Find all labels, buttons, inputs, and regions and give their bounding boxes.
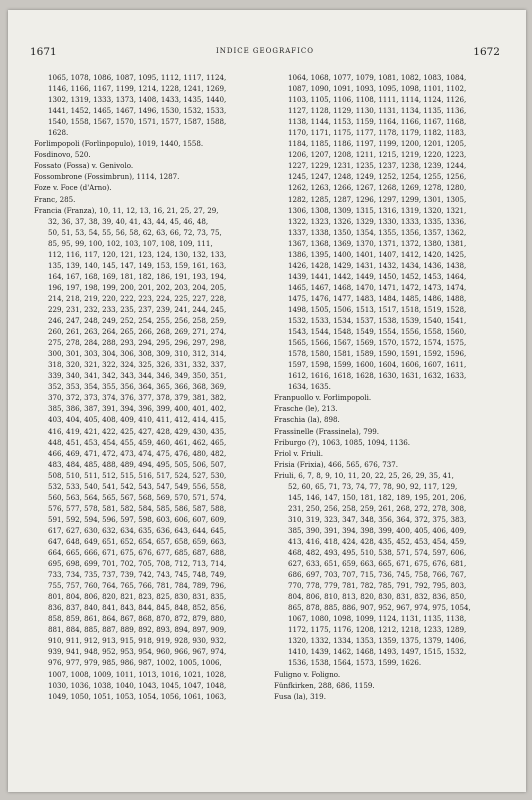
index-entry: Francia (Franza), 10, 11, 12, 13, 16, 21, 25, 27, 29, — [34, 205, 219, 215]
index-entry-continuation: 858, 859, 861, 864, 867, 868, 870, 872, 879, 880, — [48, 614, 227, 624]
page-number-right: 1672 — [473, 46, 500, 58]
index-entry-continuation: 1262, 1263, 1266, 1267, 1268, 1269, 1278, 1280, — [288, 183, 467, 193]
index-entry-continuation: 733, 734, 735, 737, 739, 742, 743, 745, 748, 749, — [48, 570, 227, 580]
index-entry-continuation: 112, 116, 117, 120, 121, 123, 124, 130, 132, 133, — [48, 249, 227, 259]
index-entry: Frasche (le), 213. — [274, 404, 338, 414]
index-entry-continuation: 275, 278, 284, 288, 293, 294, 295, 296, 297, 298, — [48, 338, 227, 348]
index-entry: Frisia (Frixia), 466, 565, 676, 737. — [274, 459, 399, 469]
index-entry-continuation: 231, 250, 256, 258, 259, 261, 268, 272, 278, 308, — [288, 503, 467, 513]
index-entry-continuation: 260, 261, 263, 264, 265, 266, 268, 269, 271, 274, — [48, 327, 227, 337]
index-entry: Foze v. Foce (d'Arno). — [34, 183, 112, 193]
index-entry-continuation: 1426, 1428, 1429, 1431, 1432, 1434, 1436, 1438, — [288, 260, 467, 270]
index-entry: Friburgo (?), 1063, 1085, 1094, 1136. — [274, 437, 410, 447]
index-entry-continuation: 1138, 1144, 1153, 1159, 1164, 1166, 1167, 1168, — [288, 117, 467, 127]
index-entry-continuation: 339, 340, 341, 342, 343, 344, 346, 349, 350, 351, — [48, 371, 227, 381]
index-entry-continuation: 617, 627, 630, 632, 634, 635, 636, 643, 644, 645, — [48, 525, 227, 535]
index-entry-continuation: 976, 977, 979, 985, 986, 987, 1002, 1005, 1006, — [48, 658, 222, 668]
index-entry-continuation: 647, 648, 649, 651, 652, 654, 657, 658, 659, 663, — [48, 536, 227, 546]
index-entry-continuation: 755, 757, 760, 764, 765, 766, 781, 784, 789, 796, — [48, 581, 227, 591]
index-entry-continuation: 352, 353, 354, 355, 356, 364, 365, 366, 368, 369, — [48, 382, 227, 392]
index-entry-continuation: 1536, 1538, 1564, 1573, 1599, 1626. — [288, 658, 422, 668]
index-entry-continuation: 164, 167, 168, 169, 181, 182, 186, 191, 193, 194, — [48, 271, 227, 281]
index-entry-continuation: 801, 804, 806, 820, 821, 823, 825, 830, 831, 835, — [48, 592, 227, 602]
index-column-right — [274, 72, 506, 702]
index-entry-continuation: 135, 139, 140, 145, 147, 149, 153, 159, 161, 163, — [48, 260, 227, 270]
index-entry-continuation: 385, 386, 387, 391, 394, 396, 399, 400, 401, 402, — [48, 404, 227, 414]
index-entry-continuation: 1322, 1323, 1326, 1329, 1330, 1333, 1335, 1336, — [288, 216, 467, 226]
index-column-left — [34, 72, 260, 702]
index-entry-continuation: 1465, 1467, 1468, 1470, 1471, 1472, 1473, 1474, — [288, 282, 467, 292]
index-entry-continuation: 468, 482, 493, 495, 510, 538, 571, 574, 597, 606, — [288, 548, 467, 558]
index-entry-continuation: 664, 665, 666, 671, 675, 676, 677, 685, 687, 688, — [48, 548, 227, 558]
index-entry-continuation: 1578, 1580, 1581, 1589, 1590, 1591, 1592, 1596, — [288, 349, 467, 359]
index-entry-continuation: 1227, 1229, 1231, 1235, 1237, 1238, 1239, 1244, — [288, 161, 467, 171]
index-entry-continuation: 310, 319, 323, 347, 348, 356, 364, 372, 375, 383, — [288, 514, 467, 524]
index-entry-continuation: 385, 390, 391, 394, 398, 399, 400, 405, 406, 409, — [288, 525, 467, 535]
index-entry-continuation: 1441, 1452, 1465, 1467, 1496, 1530, 1532, 1533, — [48, 106, 227, 116]
index-entry-continuation: 1439, 1441, 1442, 1449, 1450, 1452, 1453, 1464, — [288, 271, 467, 281]
index-entry-continuation: 508, 510, 511, 512, 515, 516, 517, 524, 527, 530, — [48, 470, 227, 480]
page-header — [30, 46, 500, 62]
index-entry-continuation: 939, 941, 948, 952, 953, 954, 960, 966, 967, 974, — [48, 647, 227, 657]
index-entry-continuation: 403, 404, 405, 408, 409, 410, 411, 412, 414, 415, — [48, 415, 227, 425]
index-entry-continuation: 1302, 1319, 1333, 1373, 1408, 1433, 1435, 1440, — [48, 95, 227, 105]
index-entry-continuation: 1386, 1395, 1400, 1401, 1407, 1412, 1420, 1425, — [288, 249, 467, 259]
index-entry-continuation: 1103, 1105, 1106, 1108, 1111, 1114, 1124, 1126, — [288, 95, 467, 105]
index-entry: Fraschia (la), 898. — [274, 415, 340, 425]
index-entry-continuation: 32, 36, 37, 38, 39, 40, 41, 43, 44, 45, 46, 48, — [48, 216, 209, 226]
index-entry-continuation: 1282, 1285, 1287, 1296, 1297, 1299, 1301, 1305, — [288, 194, 467, 204]
index-entry-continuation: 1306, 1308, 1309, 1315, 1316, 1319, 1320, 1321, — [288, 205, 467, 215]
index-entry-continuation: 1628. — [48, 128, 69, 138]
index-entry-continuation: 1007, 1008, 1009, 1011, 1013, 1016, 1021, 1028, — [48, 669, 227, 679]
index-entry-continuation: 466, 469, 471, 472, 473, 474, 475, 476, 480, 482, — [48, 448, 227, 458]
index-entry-continuation: 804, 806, 810, 813, 820, 830, 831, 832, 836, 850, — [288, 592, 467, 602]
index-entry: Fusa (la), 319. — [274, 691, 326, 701]
index-entry-continuation: 214, 218, 219, 220, 222, 223, 224, 225, 227, 228, — [48, 293, 227, 303]
index-entry-continuation: 627, 633, 651, 659, 663, 665, 671, 675, 676, 681, — [288, 559, 467, 569]
index-entry-continuation: 246, 247, 248, 249, 252, 254, 255, 256, 258, 259, — [48, 316, 227, 326]
index-entry: Franc, 285. — [34, 194, 76, 204]
index-entry-continuation: 483, 484, 485, 488, 489, 494, 495, 505, 506, 507, — [48, 459, 227, 469]
index-entry-continuation: 85, 95, 99, 100, 102, 103, 107, 108, 109, 111, — [48, 238, 213, 248]
index-entry: Fünfkirken, 288, 686, 1159. — [274, 680, 375, 690]
index-entry-continuation: 1532, 1533, 1534, 1537, 1538, 1539, 1540, 1541, — [288, 316, 467, 326]
index-entry-continuation: 1172, 1175, 1176, 1208, 1212, 1218, 1233, 1289, — [288, 625, 467, 635]
index-entry-continuation: 1597, 1598, 1599, 1600, 1604, 1606, 1607, 1611, — [288, 360, 467, 370]
index-entry-continuation: 1498, 1505, 1506, 1513, 1517, 1518, 1519, 1528, — [288, 304, 467, 314]
index-entry-continuation: 1475, 1476, 1477, 1483, 1484, 1485, 1486, 1488, — [288, 293, 467, 303]
index-entry-continuation: 1206, 1207, 1208, 1211, 1215, 1219, 1220, 1223, — [288, 150, 467, 160]
index-entry-continuation: 1127, 1128, 1129, 1130, 1131, 1134, 1135, 1136, — [288, 106, 467, 116]
index-entry-continuation: 318, 320, 321, 322, 324, 325, 326, 331, 332, 337, — [48, 360, 227, 370]
index-entry-continuation: 1146, 1166, 1167, 1199, 1214, 1228, 1241, 1269, — [48, 84, 227, 94]
index-entry-continuation: 1067, 1080, 1098, 1099, 1124, 1131, 1135, 1138, — [288, 614, 467, 624]
index-entry: Frassinelle (Frassinela), 799. — [274, 426, 380, 436]
index-entry-continuation: 50, 51, 53, 54, 55, 56, 58, 62, 63, 66, 72, 73, 75, — [48, 227, 222, 237]
index-entry-continuation: 591, 592, 594, 596, 597, 598, 603, 606, 607, 609, — [48, 514, 227, 524]
index-entry-continuation: 1337, 1338, 1350, 1354, 1355, 1356, 1357, 1362, — [288, 227, 467, 237]
index-entry-continuation: 910, 911, 912, 913, 915, 918, 919, 928, 930, 932, — [48, 636, 227, 646]
index-entry: Franpuollo v. Forlimpopoli. — [274, 393, 372, 403]
index-entry-continuation: 1065, 1078, 1086, 1087, 1095, 1112, 1117, 1124, — [48, 73, 227, 82]
index-entry-continuation: 1410, 1439, 1462, 1468, 1493, 1497, 1515, 1532, — [288, 647, 467, 657]
index-entry-continuation: 1049, 1050, 1051, 1053, 1054, 1056, 1061, 1063, — [48, 691, 227, 701]
index-entry: Friuli, 6, 7, 8, 9, 10, 11, 20, 22, 25, 26, 29, 35, 41, — [274, 470, 454, 480]
running-title: INDICE GEOGRAFICO — [215, 47, 315, 55]
index-entry-continuation: 686, 697, 703, 707, 715, 736, 745, 758, 766, 767, — [288, 570, 467, 580]
index-entry-continuation: 1320, 1332, 1334, 1353, 1359, 1375, 1379, 1406, — [288, 636, 467, 646]
index-entry-continuation: 532, 533, 540, 541, 542, 543, 547, 549, 556, 558, — [48, 481, 227, 491]
index-entry: Fossombrone (Fossimbrun), 1114, 1287. — [34, 172, 180, 182]
page-number-left: 1671 — [30, 46, 57, 58]
index-entry-continuation: 1030, 1036, 1038, 1040, 1043, 1045, 1047, 1048, — [48, 680, 227, 690]
index-entry-continuation: 695, 698, 699, 701, 702, 705, 708, 712, 713, 714, — [48, 559, 227, 569]
index-entry: Fosdinovo, 520. — [34, 150, 91, 160]
index-entry-continuation: 881, 884, 885, 887, 889, 892, 893, 894, 897, 909, — [48, 625, 227, 635]
index-entry-continuation: 196, 197, 198, 199, 200, 201, 202, 203, 204, 205, — [48, 282, 227, 292]
index-entry-continuation: 52, 60, 65, 71, 73, 74, 77, 78, 90, 92, 117, 129, — [288, 481, 458, 491]
index-entry: Friol v. Friuli. — [274, 448, 323, 458]
index-entry-continuation: 865, 878, 885, 886, 907, 952, 967, 974, 975, 1054, — [288, 603, 471, 613]
index-entry-continuation: 576, 577, 578, 581, 582, 584, 585, 586, 587, 588, — [48, 503, 227, 513]
index-entry: Fossato (Fossa) v. Genivolo. — [34, 161, 134, 171]
index-entry-continuation: 1087, 1090, 1091, 1093, 1095, 1098, 1101, 1102, — [288, 84, 467, 94]
index-entry-continuation: 1170, 1171, 1175, 1177, 1178, 1179, 1182, 1183, — [288, 128, 467, 138]
index-entry-continuation: 1540, 1558, 1567, 1570, 1571, 1577, 1587, 1588, — [48, 117, 227, 127]
index-entry-continuation: 1612, 1616, 1618, 1628, 1630, 1631, 1632, 1633, — [288, 371, 467, 381]
index-entry-continuation: 416, 419, 421, 422, 425, 427, 428, 429, 430, 435, — [48, 426, 227, 436]
index-entry-continuation: 413, 416, 418, 424, 428, 435, 452, 453, 454, 459, — [288, 536, 467, 546]
index-entry-continuation: 370, 372, 373, 374, 376, 377, 378, 379, 381, 382, — [48, 393, 227, 403]
index-entry-continuation: 145, 146, 147, 150, 181, 182, 189, 195, 201, 206, — [288, 492, 467, 502]
index-entry-continuation: 1064, 1068, 1077, 1079, 1081, 1082, 1083, 1084, — [288, 73, 467, 82]
index-entry-continuation: 1184, 1185, 1186, 1197, 1199, 1200, 1201, 1205, — [288, 139, 467, 149]
index-entry: Fuligno v. Foligno. — [274, 669, 341, 679]
index-entry: Forlimpopoli (Forlinpopulo), 1019, 1440, 1558. — [34, 139, 204, 149]
index-entry-continuation: 229, 231, 232, 233, 235, 237, 239, 241, 244, 245, — [48, 304, 227, 314]
index-entry-continuation: 560, 563, 564, 565, 567, 568, 569, 570, 571, 574, — [48, 492, 227, 502]
index-entry-continuation: 1245, 1247, 1248, 1249, 1252, 1254, 1255, 1256, — [288, 172, 467, 182]
index-entry-continuation: 836, 837, 840, 841, 843, 844, 845, 848, 852, 856, — [48, 603, 227, 613]
index-entry-continuation: 1543, 1544, 1548, 1549, 1554, 1556, 1558, 1560, — [288, 327, 467, 337]
index-entry-continuation: 1565, 1566, 1567, 1569, 1570, 1572, 1574, 1575, — [288, 338, 467, 348]
index-entry-continuation: 1367, 1368, 1369, 1370, 1371, 1372, 1380, 1381, — [288, 238, 467, 248]
index-entry-continuation: 448, 451, 453, 454, 455, 459, 460, 461, 462, 465, — [48, 437, 227, 447]
book-page — [8, 10, 526, 792]
index-entry-continuation: 770, 778, 779, 781, 782, 785, 791, 792, 795, 803, — [288, 581, 467, 591]
index-entry-continuation: 1634, 1635. — [288, 382, 331, 392]
index-entry-continuation: 300, 301, 303, 304, 306, 308, 309, 310, 312, 314, — [48, 349, 227, 359]
